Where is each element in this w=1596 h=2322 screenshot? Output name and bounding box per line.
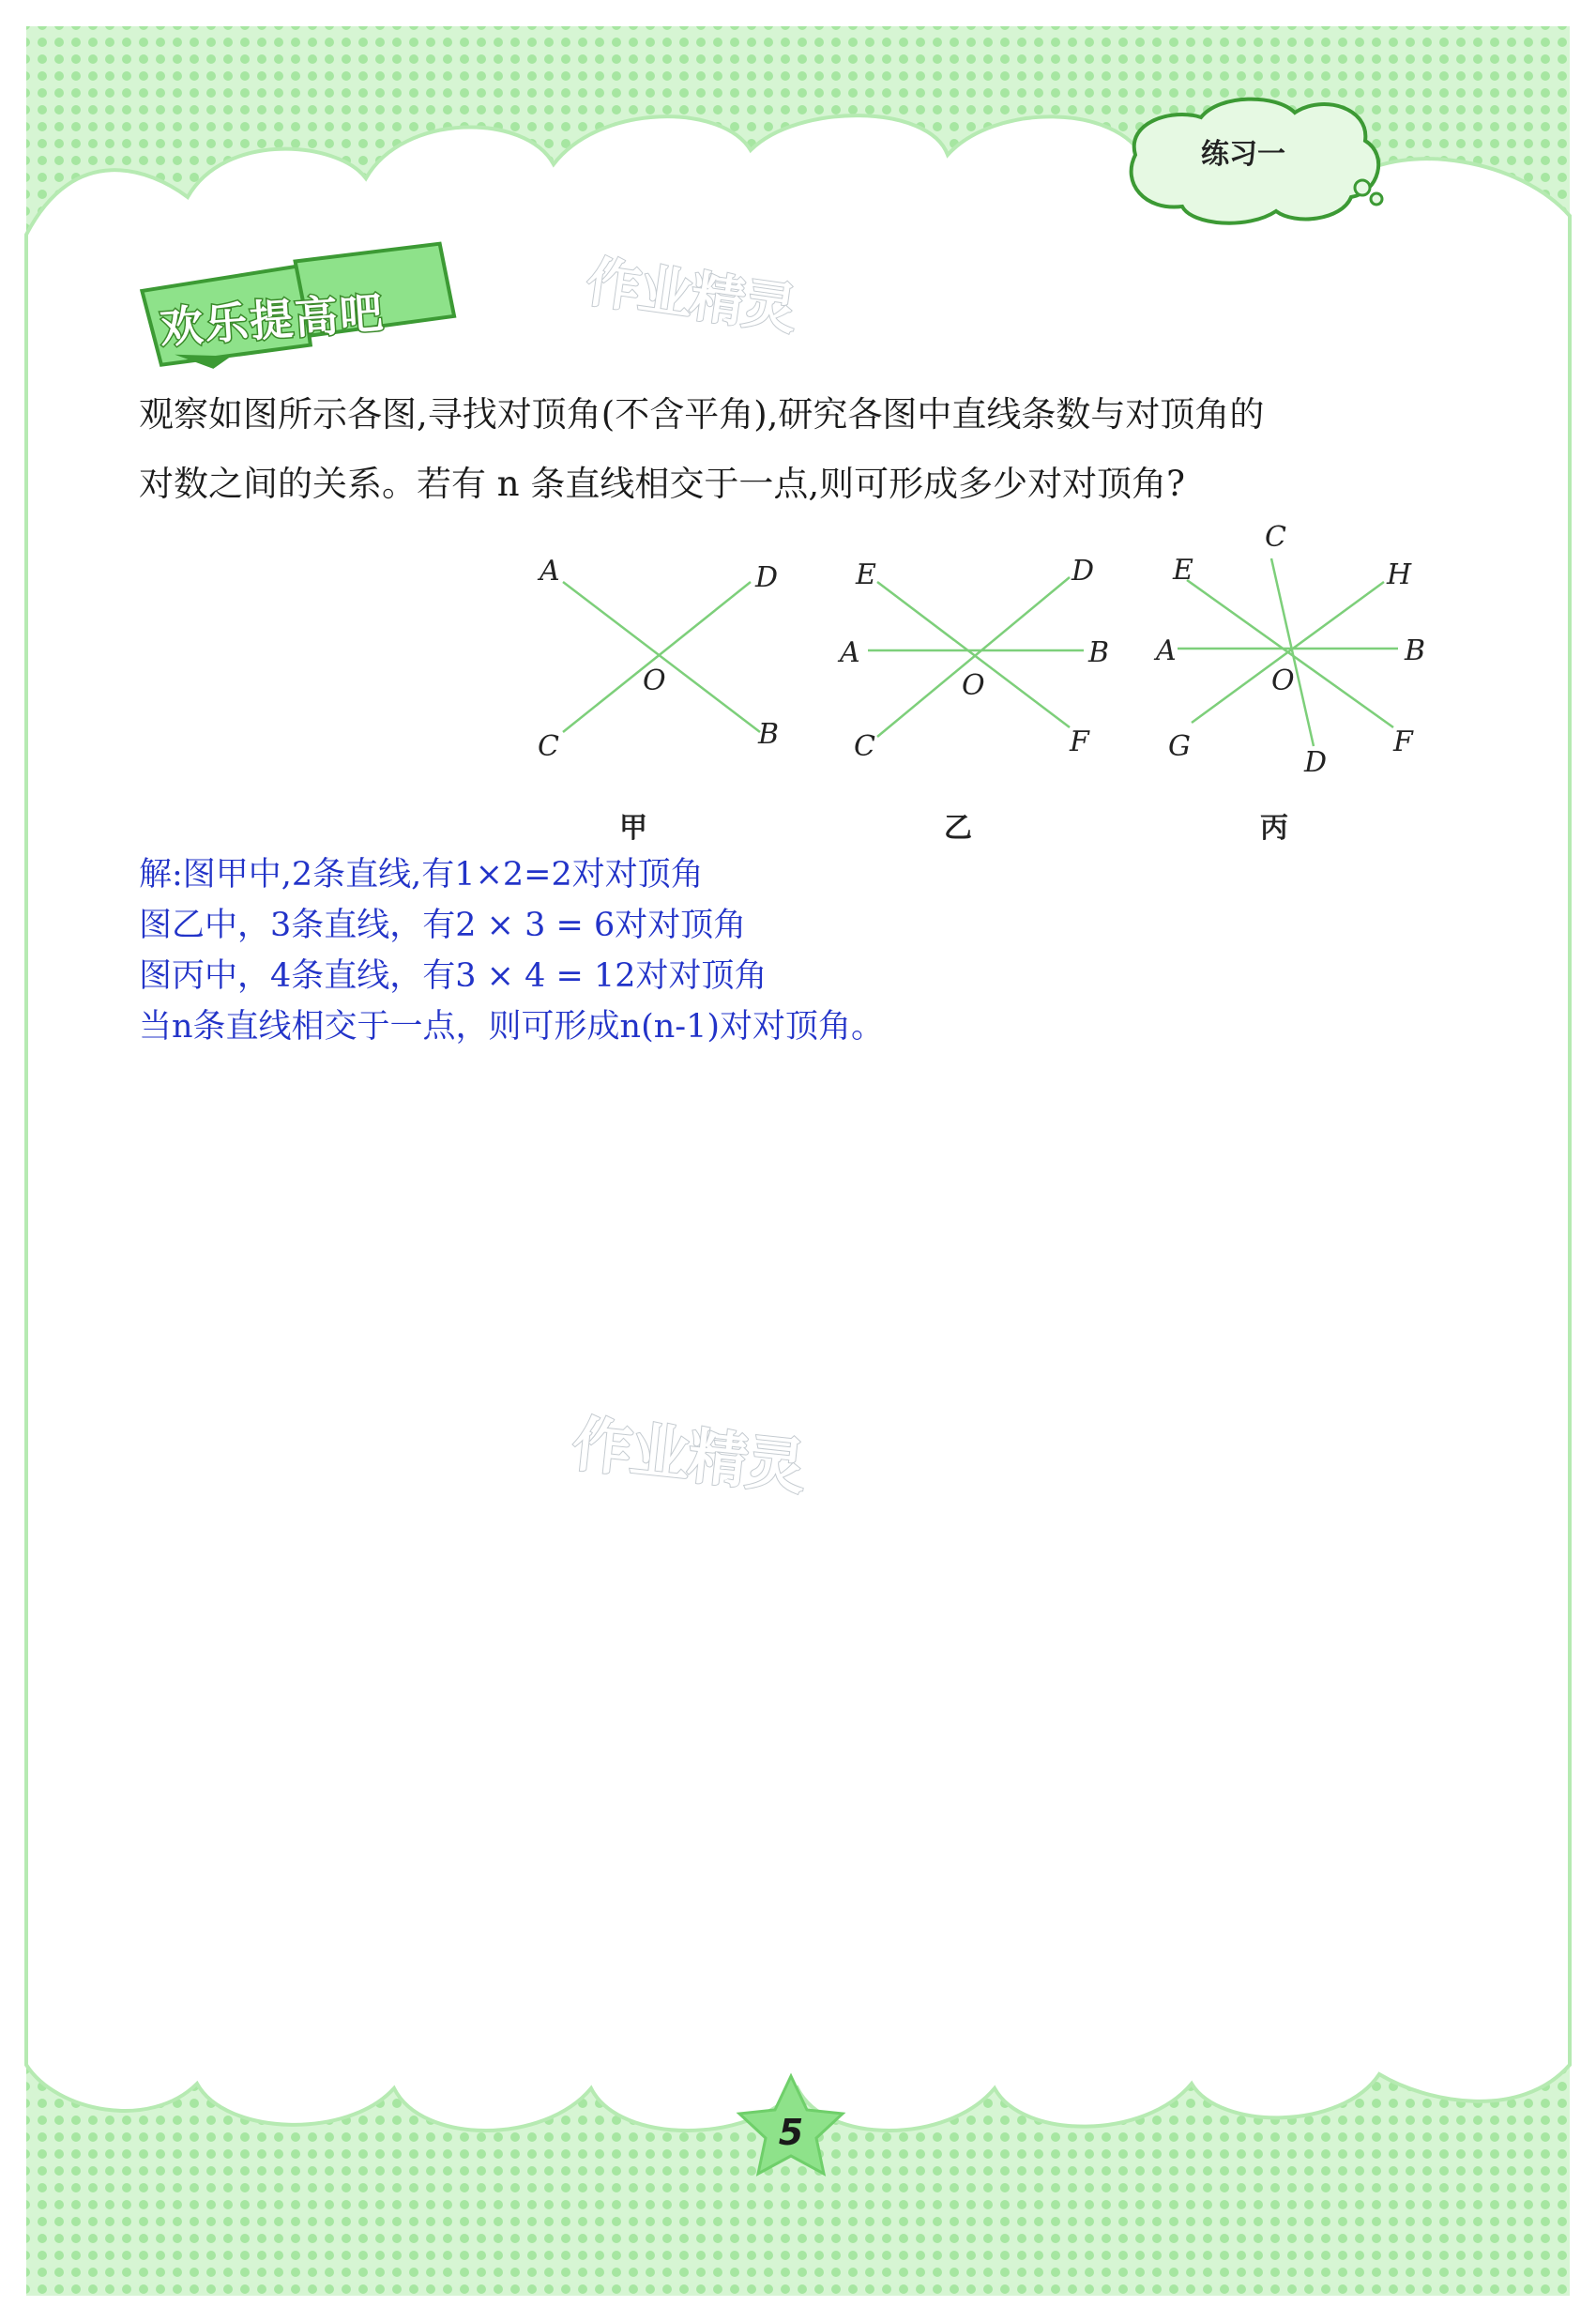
label-F: F [1070,726,1089,758]
page-number: 5 [778,2112,804,2153]
answer-text [139,849,884,1052]
figure-bing [1178,558,1398,746]
label-C: C [854,730,875,763]
label-G: G [1168,730,1191,763]
label-B: B [1088,636,1110,669]
line-EF [877,582,1070,727]
label-D: D [755,561,779,594]
answer-line-2: 图乙中，3条直线，有2 × 3 = 6对对顶角 [139,907,747,944]
section-badge-label: 欢乐提高吧 [158,286,387,354]
answer-line-1: 解:图甲中,2条直线,有1×2=2对对顶角 [139,856,704,894]
label-A: A [540,555,560,588]
exercise-tag: 练习一 [1201,138,1285,171]
label-C: C [1265,521,1286,554]
caption-jia: 甲 [619,812,647,845]
label-O: O [962,669,985,702]
label-A: A [1156,634,1177,667]
label-O: O [643,665,666,697]
answer-line-4: 当n条直线相交于一点，则可形成n(n-1)对对顶角。 [139,1008,885,1046]
answer-line-3: 图丙中，4条直线，有3 × 4 = 12对对顶角 [139,957,768,995]
label-O: O [1271,665,1295,697]
label-H: H [1387,558,1412,591]
caption-bing: 丙 [1260,812,1288,845]
label-B: B [1405,634,1426,667]
line-CD [877,577,1070,737]
label-E: E [1173,554,1193,587]
label-B: B [758,718,780,751]
line-CD [1271,558,1314,746]
figure-yi [868,577,1084,737]
label-C: C [538,730,559,763]
watermark-middle: 作业精灵 [569,1410,808,1504]
line-EF [1187,580,1393,727]
figure-jia-labels [537,555,779,763]
label-E: E [856,558,876,591]
label-D: D [1304,746,1328,779]
watermark-top: 作业精灵 [582,249,799,343]
question-line-2: 对数之间的关系。若有 n 条直线相交于一点,则可形成多少对对顶角? [139,464,1185,504]
figure-jia [563,582,760,732]
caption-yi: 乙 [944,812,972,845]
question-line-1: 观察如图所示各图,寻找对顶角(不含平角),研究各图中直线条数与对顶角的 [139,394,1265,435]
label-F: F [1393,726,1413,758]
label-D: D [1072,555,1095,588]
label-A: A [840,636,860,669]
